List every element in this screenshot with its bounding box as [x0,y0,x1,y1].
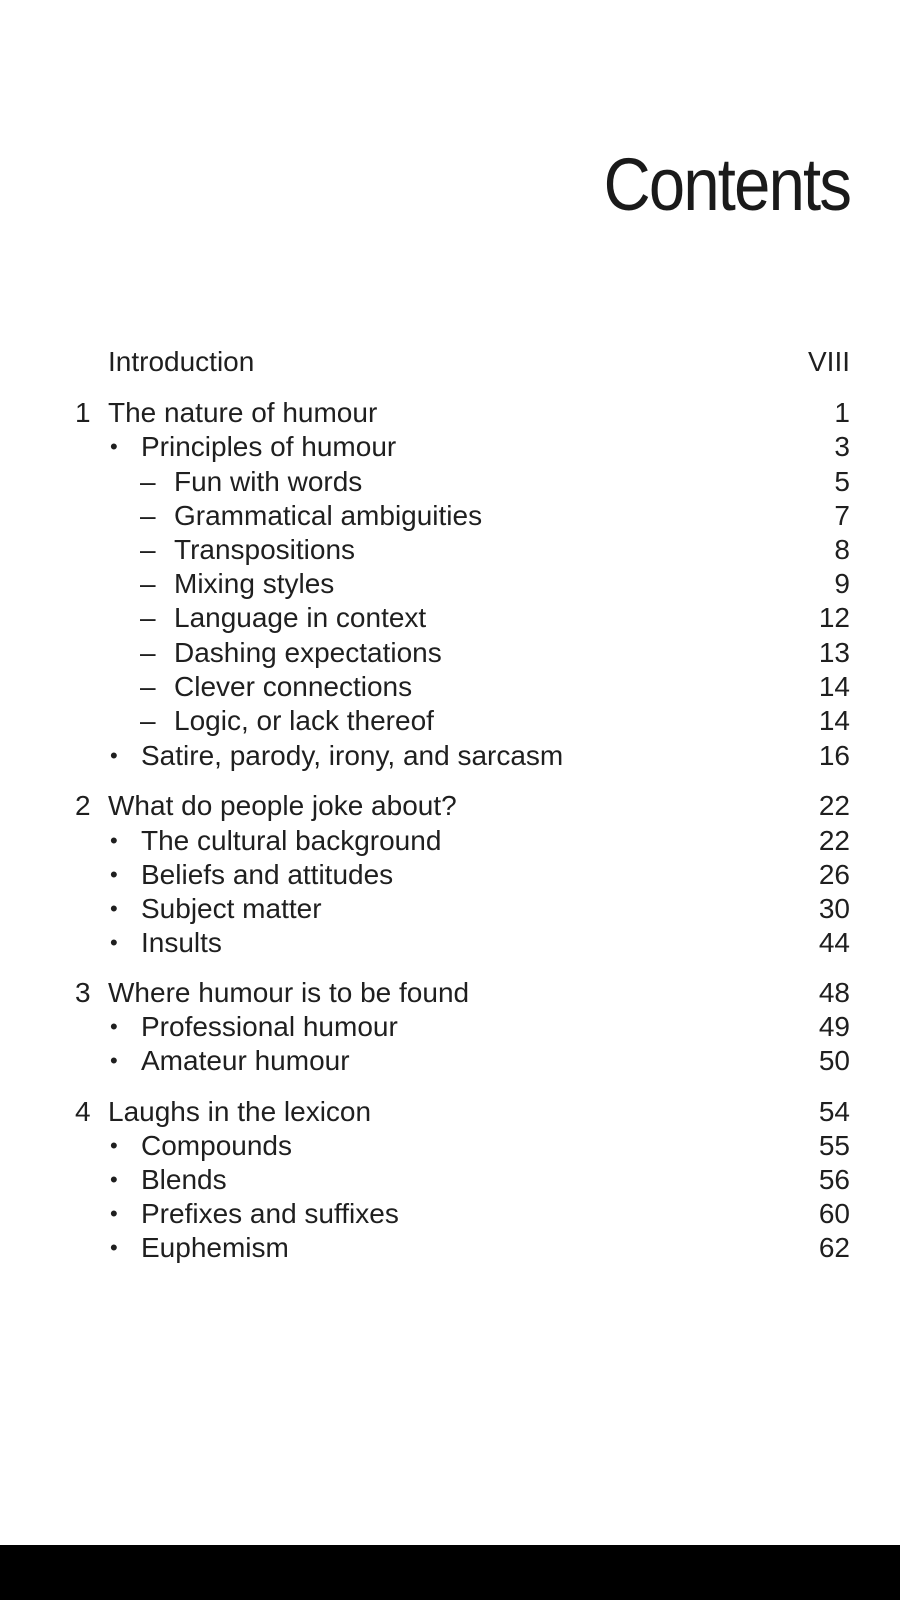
chapter-number: 4 [75,1096,91,1127]
toc-entry-title: Compounds [141,1130,292,1161]
bullet-icon: • [110,743,118,768]
dash-icon: – [140,466,156,497]
toc-subsection[interactable] [0,704,900,738]
toc-entry-title: What do people joke about? [108,790,457,821]
toc-entry-page: 48 [818,977,850,1008]
toc-entry-title: Euphemism [141,1232,289,1263]
toc-subsection[interactable] [0,636,900,670]
toc-entry-title: Fun with words [174,466,363,497]
toc-entry-title: Amateur humour [141,1045,350,1076]
toc-chapter-2[interactable] [0,789,900,823]
toc-entry-title: Principles of humour [141,431,397,462]
toc-section[interactable] [0,1163,900,1197]
toc-section[interactable] [0,858,900,892]
toc-entry-page: 5 [834,466,850,497]
toc-entry-page: 54 [818,1096,850,1127]
toc-entry-page: 50 [818,1045,850,1076]
toc-entry-title: Subject matter [141,893,322,924]
toc-entry-page: 7 [834,500,850,531]
toc-entry-title: Language in context [174,602,427,633]
dash-icon: – [140,602,156,633]
toc-entry-title: The nature of humour [108,397,378,428]
toc-entry-title: Logic, or lack thereof [174,705,434,736]
toc-entry-page: 26 [818,859,850,890]
toc-entry-title: Professional humour [141,1011,398,1042]
dash-icon: – [140,500,156,531]
bullet-icon: • [110,1014,118,1039]
toc-entry-page: 14 [818,671,850,702]
toc-entry-title: Introduction [108,346,255,377]
toc-entry-title: Grammatical ambiguities [174,500,483,531]
toc-subsection[interactable] [0,499,900,533]
toc-section[interactable] [0,430,900,464]
toc-entry-title: Mixing styles [174,568,335,599]
toc-entry-title: The cultural background [141,825,442,856]
bullet-icon: • [110,1133,118,1158]
toc-entry-page: 44 [818,927,850,958]
chapter-number: 3 [75,977,91,1008]
toc-entry-page: VIII [807,346,850,377]
toc-entry-page: 55 [818,1130,850,1161]
toc-subsection[interactable] [0,465,900,499]
toc-entry-page: 8 [834,534,850,565]
toc-entry-page: 22 [818,790,850,821]
toc-entry-page: 9 [834,568,850,599]
toc-entry-title: Satire, parody, irony, and sarcasm [141,740,564,771]
toc-section[interactable] [0,1231,900,1265]
toc-entry-page: 13 [818,637,850,668]
toc-entry-title: Dashing expectations [174,637,442,668]
dash-icon: – [140,671,156,702]
toc-entry-title: Clever connections [174,671,413,702]
toc-section[interactable] [0,926,900,960]
toc-section[interactable] [0,824,900,858]
bullet-icon: • [110,930,118,955]
toc-section[interactable] [0,892,900,926]
page-title: Contents [603,143,850,226]
toc-entry-title: Beliefs and attitudes [141,859,394,890]
toc-entry-page: 49 [818,1011,850,1042]
bullet-icon: • [110,1167,118,1192]
toc-entry-title: Prefixes and suffixes [141,1198,399,1229]
chapter-number: 1 [75,397,91,428]
bullet-icon: • [110,896,118,921]
toc-entry-page: 12 [818,602,850,633]
toc-section[interactable] [0,739,900,773]
toc-entry-page: 62 [818,1232,850,1263]
toc-entry-page: 3 [834,431,850,462]
dash-icon: – [140,705,156,736]
toc-entry-title: Transpositions [174,534,356,565]
toc-entry-page: 16 [818,740,850,771]
toc-chapter-3[interactable] [0,976,900,1010]
toc-entry-title: Where humour is to be found [108,977,470,1008]
toc-entry-page: 1 [834,397,850,428]
bullet-icon: • [110,828,118,853]
toc-section[interactable] [0,1010,900,1044]
toc-section[interactable] [0,1197,900,1231]
toc-entry-title: Laughs in the lexicon [108,1096,372,1127]
chapter-number: 2 [75,790,91,821]
bullet-icon: • [110,434,118,459]
toc-subsection[interactable] [0,670,900,704]
toc-entry-page: 14 [818,705,850,736]
toc-subsection[interactable] [0,601,900,635]
toc-subsection[interactable] [0,533,900,567]
toc-entry-page: 56 [818,1164,850,1195]
dash-icon: – [140,568,156,599]
toc-section[interactable] [0,1129,900,1163]
toc-subsection[interactable] [0,567,900,601]
toc-chapter-1[interactable] [0,396,900,430]
bottom-bar [0,1545,900,1600]
toc-entry-page: 30 [818,893,850,924]
toc-entry-introduction[interactable] [0,345,900,379]
bullet-icon: • [110,1235,118,1260]
toc-entry-title: Blends [141,1164,227,1195]
toc-entry-page: 22 [818,825,850,856]
toc-section[interactable] [0,1044,900,1078]
dash-icon: – [140,534,156,565]
bullet-icon: • [110,862,118,887]
bullet-icon: • [110,1048,118,1073]
toc-chapter-4[interactable] [0,1095,900,1129]
toc-entry-page: 60 [818,1198,850,1229]
toc-entry-title: Insults [141,927,222,958]
dash-icon: – [140,637,156,668]
bullet-icon: • [110,1201,118,1226]
